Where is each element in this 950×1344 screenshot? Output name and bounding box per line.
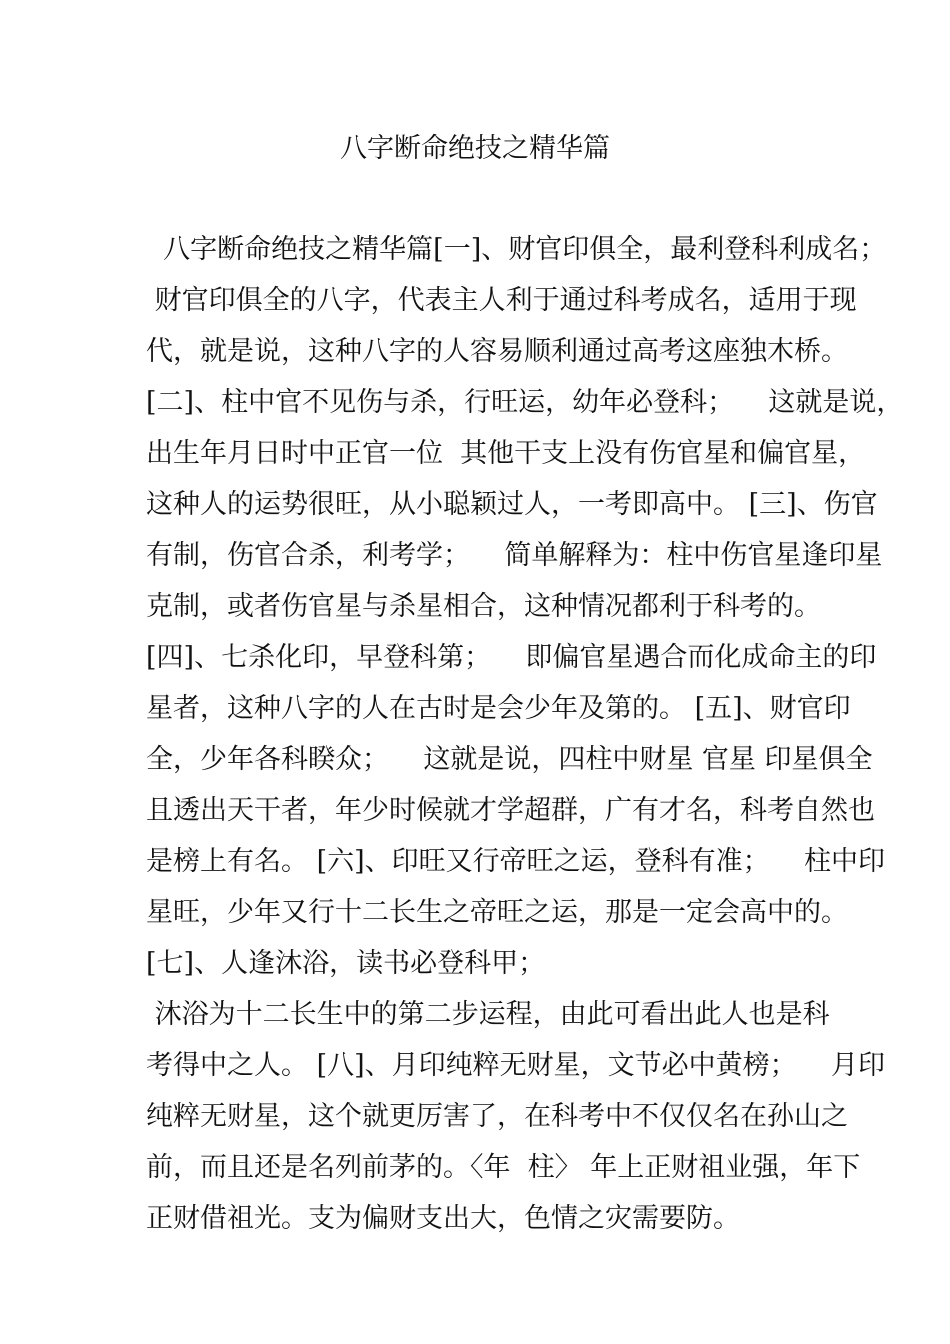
body-line: 代，就是说，这种八字的人容易顺利通过高考这座独木桥。 [146,336,848,367]
body-line: [七]、人逢沐浴，读书必登科甲； [146,948,546,979]
body-line: 有制，伤官合杀，利考学； 简单解释为：柱中伤官星逢印星 [146,540,883,571]
body-line: [二]、柱中官不见伤与杀，行旺运，幼年必登科； 这就是说， [146,387,904,418]
body-line: 正财借祖光。支为偏财支出大，色情之灾需要防。 [146,1203,740,1234]
body-line: 是榜上有名。 [六]、印旺又行帝旺之运，登科有准； 柱中印 [146,846,885,877]
document-title: 八字断命绝技之精华篇 [340,133,610,164]
body-line: 八字断命绝技之精华篇[一]、财官印俱全，最利登科利成名； [146,234,887,265]
body-line: 出生年月日时中正官一位 其他干支上没有伤官星和偏官星， [146,438,866,469]
body-line: 且透出天干者，年少时候就才学超群，广有才名，科考自然也 [146,795,875,826]
body-line: 考得中之人。 [八]、月印纯粹无财星，文节必中黄榜； 月印 [146,1050,885,1081]
body-line: 全，少年各科睽众； 这就是说，四柱中财星 官星 印星俱全 [146,744,873,775]
body-line: 这种人的运势很旺，从小聪颖过人，一考即高中。 [三]、伤官 [146,489,878,520]
body-line: 纯粹无财星，这个就更厉害了，在科考中不仅仅名在孙山之 [146,1101,848,1132]
body-line: 前，而且还是名列前茅的。〈年 柱〉 年上正财祖业强，年下 [146,1152,861,1183]
document-body [146,232,904,1252]
body-line: 财官印俱全的八字，代表主人利于通过科考成名，适用于现 [146,285,857,316]
body-line: 星者，这种八字的人在古时是会少年及第的。 [五]、财官印 [146,693,851,724]
body-line: [四]、七杀化印，早登科第； 即偏官星遇合而化成命主的印 [146,642,877,673]
body-line: 星旺，少年又行十二长生之帝旺之运，那是一定会高中的。 [146,897,848,928]
body-line: 沐浴为十二长生中的第二步运程，由此可看出此人也是科 [146,999,830,1030]
body-line: 克制，或者伤官星与杀星相合，这种情况都利于科考的。 [146,591,821,622]
